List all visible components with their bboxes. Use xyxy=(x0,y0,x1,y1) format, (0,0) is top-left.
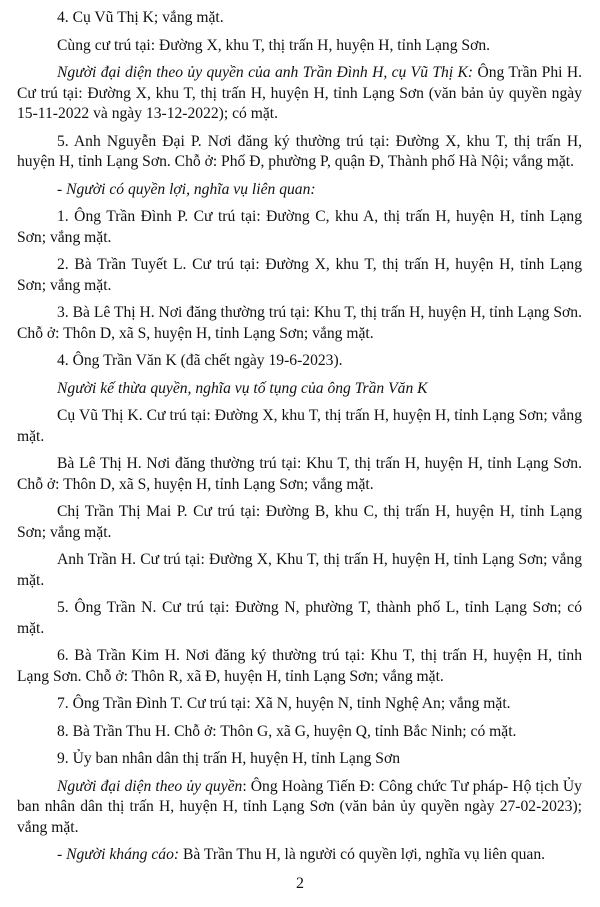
paragraph-13: Chị Trần Thị Mai P. Cư trú tại: Đường B, khu C, thị trấn H, huyện H, tỉnh Lạng Sơn; vắng mặt. xyxy=(17,503,582,541)
paragraph-17: 7. Ông Trần Đình T. Cư trú tại: Xã N, huyện N, tỉnh Nghệ An; vắng mặt. xyxy=(57,695,511,712)
paragraph-9: 4. Ông Trần Văn K (đã chết ngày 19-6-2023). xyxy=(57,352,343,369)
paragraph-1: 4. Cụ Vũ Thị K; vắng mặt. xyxy=(57,9,224,26)
paragraph-18: 8. Bà Trần Thu H. Chỗ ở: Thôn G, xã G, huyện Q, tỉnh Bắc Ninh; có mặt. xyxy=(57,722,517,740)
paragraph-14: Anh Trần H. Cư trú tại: Đường X, Khu T, thị trấn H, huyện H, tỉnh Lạng Sơn; vắng mặt. xyxy=(17,551,582,589)
paragraph-19: 9. Ủy ban nhân dân thị trấn H, huyện H, tỉnh Lạng Sơn xyxy=(57,750,401,767)
paragraph-6: 1. Ông Trần Đình P. Cư trú tại: Đường C, khu A, thị trấn H, huyện H, tỉnh Lạng Sơn; vắng mặt. xyxy=(17,208,582,246)
paragraph-16: 6. Bà Trần Kim H. Nơi đăng ký thường trú tại: Khu T, thị trấn H, huyện H, tỉnh Lạng Sơn. Chỗ ở: Thôn R, xã Đ, huyện H, tỉnh Lạng Sơn; vắng mặt. xyxy=(17,647,582,685)
page-number: 2 xyxy=(296,875,304,892)
section-heading-successors: Người kế thừa quyền, nghĩa vụ tố tụng của ông Trần Văn K xyxy=(57,379,428,397)
paragraph-2: Cùng cư trú tại: Đường X, khu T, thị trấn H, huyện H, tỉnh Lạng Sơn. xyxy=(57,36,491,54)
paragraph-4: 5. Anh Nguyễn Đại P. Nơi đăng ký thường trú tại: Đường X, khu T, thị trấn H, huyện H, tỉnh Lạng Sơn. Chỗ ở: Phố Đ, phường P, quận Đ, Thành phố Hà Nội; vắng mặt. xyxy=(17,132,582,170)
paragraph-3: Người đại diện theo ủy quyền của anh Trần Đình H, cụ Vũ Thị K: Ông Trần Phi H. Cư trú tại: Đường X, khu T, thị trấn H, huyện H, tỉnh Lạng Sơn (văn bản ủy quyền ngày 15-11-2022 và ngày 13-12-2022); có mặt. xyxy=(17,64,582,122)
section-heading-appellant: - Người kháng cáo: Bà Trần Thu H, là người có quyền lợi, nghĩa vụ liên quan. xyxy=(57,846,546,863)
document-body xyxy=(17,8,582,866)
paragraph-11: Cụ Vũ Thị K. Cư trú tại: Đường X, khu T, thị trấn H, huyện H, tỉnh Lạng Sơn; vắng mặt. xyxy=(17,407,582,445)
paragraph-7: 2. Bà Trần Tuyết L. Cư trú tại: Đường X, khu T, thị trấn H, huyện H, tỉnh Lạng Sơn; vắng mặt. xyxy=(17,256,582,294)
paragraph-8: 3. Bà Lê Thị H. Nơi đăng thường trú tại: Khu T, thị trấn H, huyện H, tỉnh Lạng Sơn. Chỗ ở: Thôn D, xã S, huyện H, tỉnh Lạng Sơn; vắng mặt. xyxy=(17,304,582,342)
italic-lead: Người đại diện theo ủy quyền của anh Trần Đình H, cụ Vũ Thị K: xyxy=(57,64,474,81)
paragraph-12: Bà Lê Thị H. Nơi đăng thường trú tại: Khu T, thị trấn H, huyện H, tỉnh Lạng Sơn. Chỗ ở: Thôn D, xã S, huyện H, tỉnh Lạng Sơn; vắng mặt. xyxy=(17,455,582,493)
paragraph-15: 5. Ông Trần N. Cư trú tại: Đường N, phường T, thành phố L, tỉnh Lạng Sơn; có mặt. xyxy=(17,599,582,637)
paragraph-20: Người đại diện theo ủy quyền: Ông Hoàng Tiến Đ: Công chức Tư pháp- Hộ tịch Ủy ban nhân dân thị trấn H, huyện H, tỉnh Lạng Sơn (văn bản ủy quyền ngày 27-02-2023); vắng mặt. xyxy=(17,777,582,836)
section-heading-related-parties: - Người có quyền lợi, nghĩa vụ liên quan: xyxy=(57,180,316,198)
